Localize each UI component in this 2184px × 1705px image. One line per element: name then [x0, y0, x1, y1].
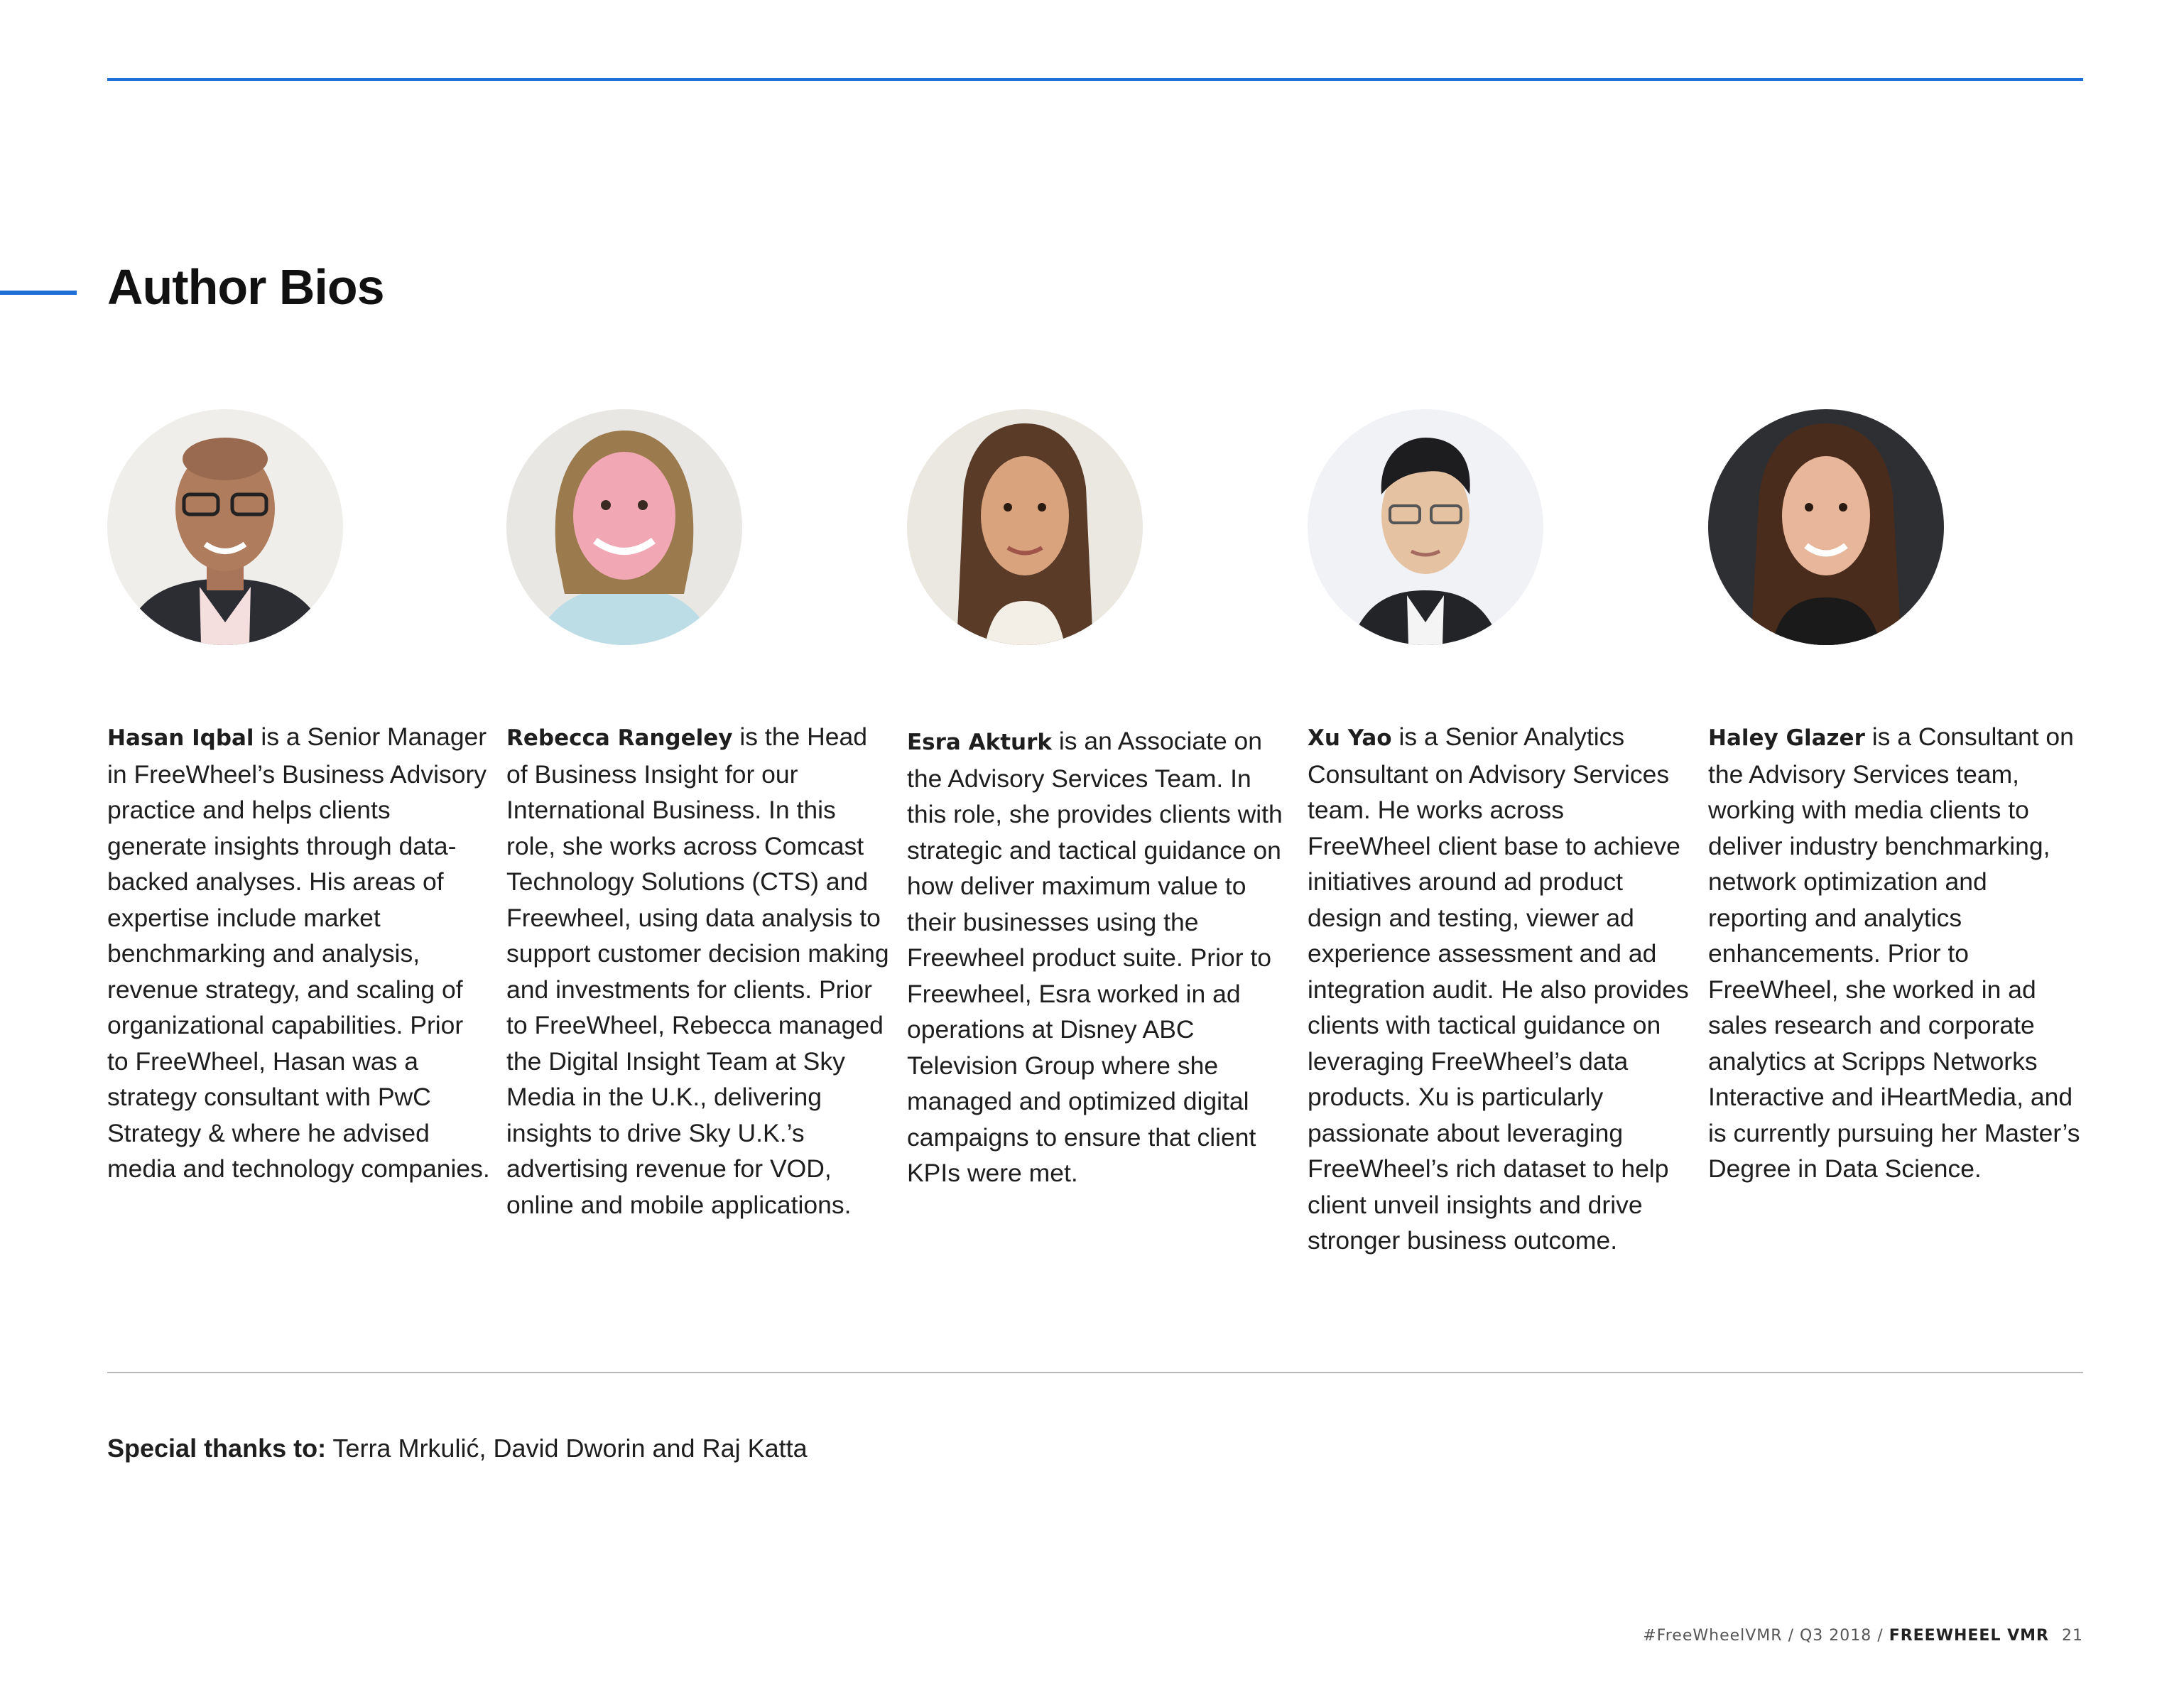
author-card-haley-glazer [1708, 409, 2092, 1183]
page-number: 21 [2062, 1627, 2083, 1645]
author-bio-text: is a Consultant on the Advisory Services team, working with media clients to deliver industry benchmarking, network optimization and reporting and analytics enhancements. Prior to FreeWheel, she worked in ad sales research and corporate analytics at Scripps Networks Interactive and iHeartMedia, and is currently pursuing her Master’s Degree in Data Science. [1708, 722, 2080, 1183]
author-bio-rebecca-rangeley [506, 409, 890, 1223]
bottom-divider [107, 1372, 2083, 1373]
author-card-xu-yao [1308, 409, 1691, 1255]
author-bio-text: is a Senior Manager in FreeWheel’s Business Advisory practice and helps clients generate insights through data-backed analyses. His areas of expertise include market benchmarking and analysis, revenue strategy, and scaling of organizational capabilities. Prior to FreeWheel, Hasan was a strategy consultant with PwC Strategy & where he advised media and technology companies. [107, 722, 490, 1183]
author-bio-text: is the Head of Business Insight for our International Business. In this role, she works across Comcast Technology Solutions (CTS) and Freewheel, using data analysis to support customer decision making and investments for clients. Prior to FreeWheel, Rebecca managed the Digital Insight Team at Sky Media in the U.K., delivering insights to drive Sky U.K.’s advertising revenue for VOD, online and mobile applications. [506, 722, 889, 1219]
special-thanks [107, 1434, 808, 1463]
author-bio-text: is an Associate on the Advisory Services Team. In this role, she provides clients with strategic and tactical guidance on how deliver maximum value to their businesses using the Freewheel product suite. Prior to Freewheel, Esra worked in ad operations at Disney ABC Television Group where she managed and optimized digital campaigns to ensure that client KPIs were met. [907, 727, 1283, 1187]
author-bio-esra-akturk [907, 409, 1291, 1191]
author-card-hasan-iqbal [107, 409, 491, 1183]
author-bio-xu-yao [1308, 409, 1691, 1259]
footer-brand: FREEWHEEL VMR [1889, 1627, 2049, 1645]
footer-separator: / [1871, 1627, 1889, 1645]
footer-separator: / [1782, 1627, 1800, 1645]
author-card-rebecca-rangeley [506, 409, 890, 1219]
author-card-esra-akturk [907, 409, 1291, 1187]
author-bio-hasan-iqbal [107, 409, 491, 1187]
special-thanks-names: Terra Mrkulić, David Dworin and Raj Katta [326, 1434, 808, 1463]
page-title: Author Bios [107, 259, 384, 315]
author-name: Haley Glazer [1708, 725, 1865, 751]
author-name: Rebecca Rangeley [506, 725, 733, 751]
footer-period: Q3 2018 [1799, 1627, 1872, 1645]
author-name: Hasan Iqbal [107, 725, 254, 751]
author-bio-haley-glazer [1708, 409, 2092, 1187]
page-footer [1643, 1627, 2083, 1645]
author-name: Xu Yao [1308, 725, 1392, 751]
footer-hashtag: #FreeWheelVMR [1643, 1627, 1783, 1645]
author-bio-text: is a Senior Analytics Consultant on Advisory Services team. He works across FreeWheel client base to achieve initiatives around ad product design and testing, viewer ad experience assessment and ad integration audit. He also provides clients with tactical guidance on leveraging FreeWheel’s data products. Xu is particularly passionate about leveraging FreeWheel’s rich dataset to help client unveil insights and drive stronger business outcome. [1308, 722, 1689, 1255]
author-name: Esra Akturk [907, 730, 1053, 755]
title-accent-bar [0, 291, 77, 295]
special-thanks-label: Special thanks to: [107, 1434, 327, 1463]
top-divider [107, 78, 2083, 81]
